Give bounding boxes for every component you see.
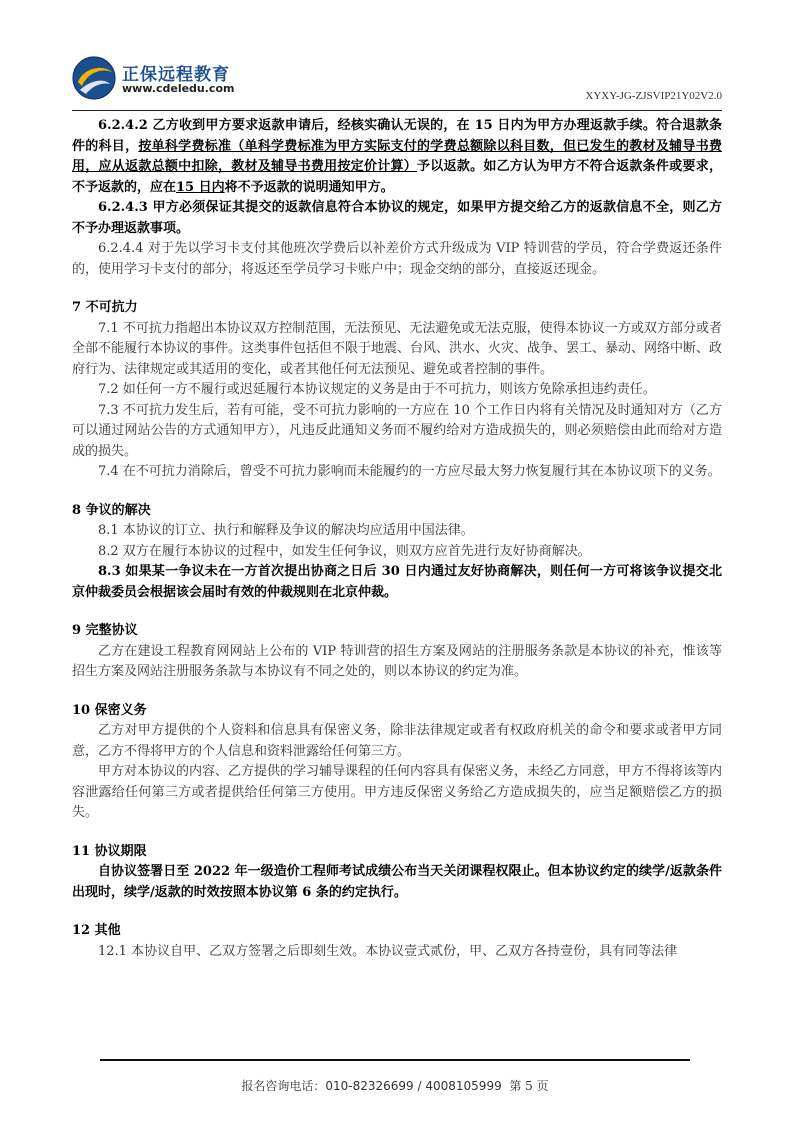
page-footer bbox=[0, 1077, 790, 1094]
section-8-title: 8 争议的解决 bbox=[72, 502, 151, 518]
clause-8-3: 8.3 如果某一争议未在一方首次提出协商之日后 30 日内通过友好协商解决，则任何一方可将该争议提交北京仲裁委员会根据该会届时有效的仲裁规则在北京仲裁。 bbox=[72, 564, 722, 600]
footer-label: 报名咨询电话： bbox=[241, 1079, 326, 1093]
clause-6-2-4-4: 6.2.4.4 对于先以学习卡支付其他班次学费后以补差价方式升级成为 VIP 特训营的学员，符合学费返还条件的，使用学习卡支付的部分，将返还至学员学习卡账户中；现金交纳的部分，直接返还现金。 bbox=[72, 241, 722, 277]
clause-6-2-4-2-underlined-refund-standard: 按单科学费标准（单科学费标准为甲方实际支付的学费总额除以科目数，但已发生的教材及辅导书费用，应从返款总额中扣除，教材及辅导书费用按定价计算） bbox=[72, 138, 722, 174]
clause-6-2-4-2 bbox=[72, 116, 722, 198]
section-10-paragraph-1: 乙方对甲方提供的个人资料和信息具有保密义务，除非法律规定或者有权政府机关的命令和要求或者甲方同意，乙方不得将甲方的个人信息和资料泄露给任何第三方。 bbox=[72, 723, 722, 759]
cdeledu-globe-logo-icon bbox=[72, 56, 116, 100]
section-10-title: 10 保密义务 bbox=[72, 702, 147, 718]
clause-6-2-4-3: 6.2.4.3 甲方必须保证其提交的返款信息符合本协议的规定，如果甲方提交给乙方的返款信息不全，则乙方不予办理返款事项。 bbox=[72, 200, 722, 236]
clause-6-2-4-2-part-e: 将不予返款的说明通知甲方。 bbox=[224, 179, 394, 195]
clause-7-2: 7.2 如任何一方不履行或迟延履行本协议规定的义务是由于不可抗力，则该方免除承担违约责任。 bbox=[98, 382, 656, 397]
document-code: XYXY-JG-ZJSVIP21Y02V2.0 bbox=[585, 90, 722, 102]
section-7-title: 7 不可抗力 bbox=[72, 300, 138, 315]
clause-6-2-4-2-part-a: 6.2.4.2 乙方收到甲方要求返款申请后，经核实确认无误的，在 15 日内为甲方办理返款手续。符合退款条件的科目， bbox=[72, 118, 722, 154]
clause-7-1: 7.1 不可抗力指超出本协议双方控制范围，无法预见、无法避免或无法克服，使得本协议一方或双方部分或者全部不能履行本协议的事件。这类事件包括但不限于地震、台风、洪水、火灾、战争、罢工、暴动、网络中断、政府行为、法律规定或其适用的变化，或者其他任何无法预见、避免或者控制的事件。 bbox=[72, 320, 723, 377]
clause-7-3: 7.3 不可抗力发生后，若有可能，受不可抗力影响的一方应在 10 个工作日内将有关情况及时通知对方（乙方可以通过网站公告的方式通知甲方），凡违反此通知义务而不履约给对方造成损失的，则必须赔偿由此而给对方造成的损失。 bbox=[72, 402, 722, 459]
footer-divider bbox=[100, 1059, 690, 1061]
section-10-paragraph-2: 甲方对本协议的内容、乙方提供的学习辅导课程的任何内容具有保密义务，未经乙方同意，甲方不得将该等内容泄露给任何第三方或者提供给任何第三方使用。甲方违反保密义务给乙方造成损失的，应当足额赔偿乙方的损失。 bbox=[72, 764, 723, 820]
document-body bbox=[72, 116, 722, 962]
page-number: 第 5 页 bbox=[509, 1079, 549, 1093]
header-divider bbox=[72, 110, 722, 111]
section-9-paragraph: 乙方在建设工程教育网网站上公布的 VIP 特训营的招生方案及网站的注册服务条款是本协议的补充，惟该等招生方案及网站注册服务条款与本协议有不同之处的，则以本协议的约定为准。 bbox=[72, 643, 722, 679]
clause-12-1: 12.1 本协议自甲、乙双方签署之后即刻生效。本协议壹式贰份，甲、乙双方各持壹份，具有同等法律 bbox=[98, 943, 678, 959]
clause-8-2: 8.2 双方在履行本协议的过程中，如发生任何争议，则双方应首先进行友好协商解决。 bbox=[98, 543, 591, 559]
clause-7-4: 7.4 在不可抗力消除后，曾受不可抗力影响而未能履约的一方应尽最大努力恢复履行其在本协议项下的义务。 bbox=[98, 464, 721, 479]
footer-phone: 010-82326699 / 4008105999 bbox=[325, 1079, 502, 1093]
clause-8-1: 8.1 本协议的订立、执行和解释及争议的解决均应适用中国法律。 bbox=[98, 523, 474, 538]
page-header bbox=[72, 54, 722, 110]
clause-6-2-4-2-underlined-deadline: 15 日内 bbox=[176, 179, 225, 195]
section-12-title: 12 其他 bbox=[72, 923, 121, 938]
brand-url: www.cdeledu.com bbox=[122, 82, 235, 95]
clause-6-2-4-2-part-c: 予以返款。如乙方认为甲方不符合返款条件或要求，不予返款的，应在 bbox=[72, 159, 722, 195]
section-11-title: 11 协议期限 bbox=[72, 843, 147, 859]
section-9-title: 9 完整协议 bbox=[72, 623, 138, 638]
brand-name: 正保远程教育 bbox=[122, 65, 230, 85]
section-11-paragraph: 自协议签署日至 2022 年一级造价工程师考试成绩公布当天关闭课程权限止。但本协议约定的续学/返款条件出现时，续学/返款的时效按照本协议第 6 条的约定执行。 bbox=[72, 864, 722, 900]
